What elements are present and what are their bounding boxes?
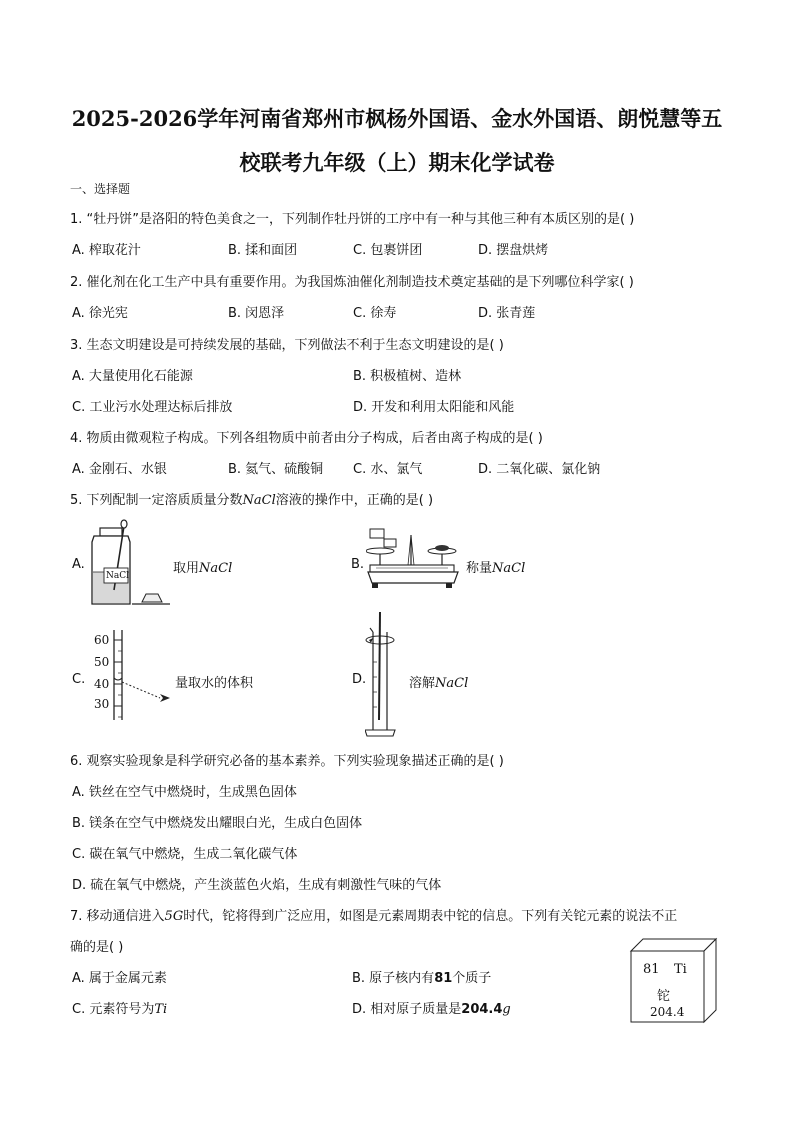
paper-title-line1: 2025-2026学年河南省郑州市枫杨外国语、金水外国语、朗悦慧等五 <box>71 106 723 131</box>
q7-stem-5g: 5G <box>164 909 184 924</box>
q4-option-c: C. 水、氯气 <box>353 462 423 477</box>
q7-b-post: 个质子 <box>452 971 492 986</box>
q5-a-chem: NaCl <box>199 561 233 576</box>
q7-option-c <box>72 998 167 1017</box>
element-symbol: Ti <box>674 962 687 977</box>
q5-d-label: 溶解 <box>409 676 436 691</box>
q5-option-c-letter: C. <box>72 672 86 687</box>
q4-stem: 4. 物质由微观粒子构成。下列各组物质中前者由分子构成，后者由离子构成的是( ) <box>70 431 543 446</box>
q3-option-a: A. 大量使用化石能源 <box>72 369 193 384</box>
q5-stem-pre: 5. 下列配制一定溶质质量分数 <box>70 493 243 508</box>
q5-stem <box>70 489 433 508</box>
bottle-label: NaCl <box>106 571 130 581</box>
q5-b-chem: NaCl <box>492 561 526 576</box>
q7-stem-line1 <box>70 905 677 924</box>
q3-stem: 3. 生态文明建设是可持续发展的基础，下列做法不利于生态文明建设的是( ) <box>70 338 504 353</box>
q4-option-a: A. 金刚石、水银 <box>72 462 167 477</box>
q5-option-d-letter: D. <box>352 672 367 687</box>
cylinder-reading-figure <box>110 630 180 722</box>
q5-b-label: 称量 <box>466 561 493 576</box>
q7-d-unit: g <box>502 1002 511 1017</box>
q7-b-pre: B. 原子核内有 <box>352 971 435 986</box>
q6-option-c: C. 碳在氧气中燃烧，生成二氧化碳气体 <box>72 847 298 862</box>
q5-option-b-letter: B. <box>351 557 365 572</box>
q6-option-b: B. 镁条在空气中燃烧发出耀眼白光，生成白色固体 <box>72 816 363 831</box>
q5-option-b-text <box>466 557 525 576</box>
q7-stem-pre: 7. 移动通信进入 <box>70 909 165 924</box>
q1-option-d: D. 摆盘烘烤 <box>478 243 549 258</box>
q5-option-d-text <box>409 672 468 691</box>
q4-option-b: B. 氦气、硫酸铜 <box>228 462 324 477</box>
q7-stem-post: 时代，铊将得到广泛应用，如图是元素周期表中铊的信息。下列有关铊元素的说法不正 <box>183 909 678 924</box>
q5-stem-post: 溶液的操作中，正确的是( ) <box>275 493 434 508</box>
q5-option-c-text: 量取水的体积 <box>175 676 254 691</box>
reagent-bottle-figure <box>86 518 176 608</box>
q7-option-d <box>352 998 511 1017</box>
balance-figure <box>366 525 466 590</box>
tick-label-50: 50 <box>94 655 110 669</box>
q3-option-b: B. 积极植树、造林 <box>353 369 462 384</box>
element-name: 铊 <box>657 989 671 1004</box>
q3-option-d: D. 开发和利用太阳能和风能 <box>353 400 515 415</box>
tick-label-40: 40 <box>94 677 110 691</box>
q2-option-b: B. 闵恩泽 <box>228 306 285 321</box>
q4-option-d: D. 二氧化碳、氯化钠 <box>478 462 601 477</box>
section-heading: 一、选择题 <box>70 182 131 196</box>
q7-option-a: A. 属于金属元素 <box>72 971 167 986</box>
q7-stem-line2: 确的是( ) <box>70 940 124 955</box>
paper-title-line2: 校联考九年级（上）期末化学试卷 <box>239 150 555 175</box>
tick-label-60: 60 <box>94 633 110 647</box>
q7-d-pre: D. 相对原子质量是 <box>352 1002 462 1017</box>
q1-option-c: C. 包裹饼团 <box>353 243 423 258</box>
q3-option-c: C. 工业污水处理达标后排放 <box>72 400 233 415</box>
q1-option-b: B. 揉和面团 <box>228 243 298 258</box>
q1-option-a: A. 榨取花汁 <box>72 243 141 258</box>
q7-d-num: 204.4 <box>461 1002 503 1017</box>
q7-b-num: 81 <box>434 971 453 986</box>
q7-c-pre: C. 元素符号为 <box>72 1002 155 1017</box>
q2-option-d: D. 张青莲 <box>478 306 536 321</box>
q5-a-label: 取用 <box>173 561 200 576</box>
q2-option-a: A. 徐光宪 <box>72 306 128 321</box>
q7-c-sym: Ti <box>154 1002 168 1017</box>
q1-stem: 1. “牡丹饼”是洛阳的特色美食之一，下列制作牡丹饼的工序中有一种与其他三种有本质区别的是( ) <box>70 212 635 227</box>
element-atomic-number: 81 <box>643 962 660 977</box>
tick-label-30: 30 <box>94 697 110 711</box>
dissolving-cylinder-figure <box>365 612 410 740</box>
q5-stem-chem: NaCl <box>242 493 276 508</box>
q6-option-d: D. 硫在氧气中燃烧，产生淡蓝色火焰，生成有刺激性气味的气体 <box>72 878 442 893</box>
q2-option-c: C. 徐寿 <box>353 306 397 321</box>
q5-d-chem: NaCl <box>435 676 469 691</box>
q5-option-a-letter: A. <box>72 557 85 572</box>
q7-option-b <box>352 967 491 986</box>
q2-stem: 2. 催化剂在化工生产中具有重要作用。为我国炼油催化剂制造技术奠定基础的是下列哪位科学家( ) <box>70 275 634 290</box>
q6-option-a: A. 铁丝在空气中燃烧时，生成黑色固体 <box>72 785 297 800</box>
q5-option-a-text <box>173 557 232 576</box>
element-atomic-mass: 204.4 <box>650 1005 685 1019</box>
q6-stem: 6. 观察实验现象是科学研究必备的基本素养。下列实验现象描述正确的是( ) <box>70 754 504 769</box>
